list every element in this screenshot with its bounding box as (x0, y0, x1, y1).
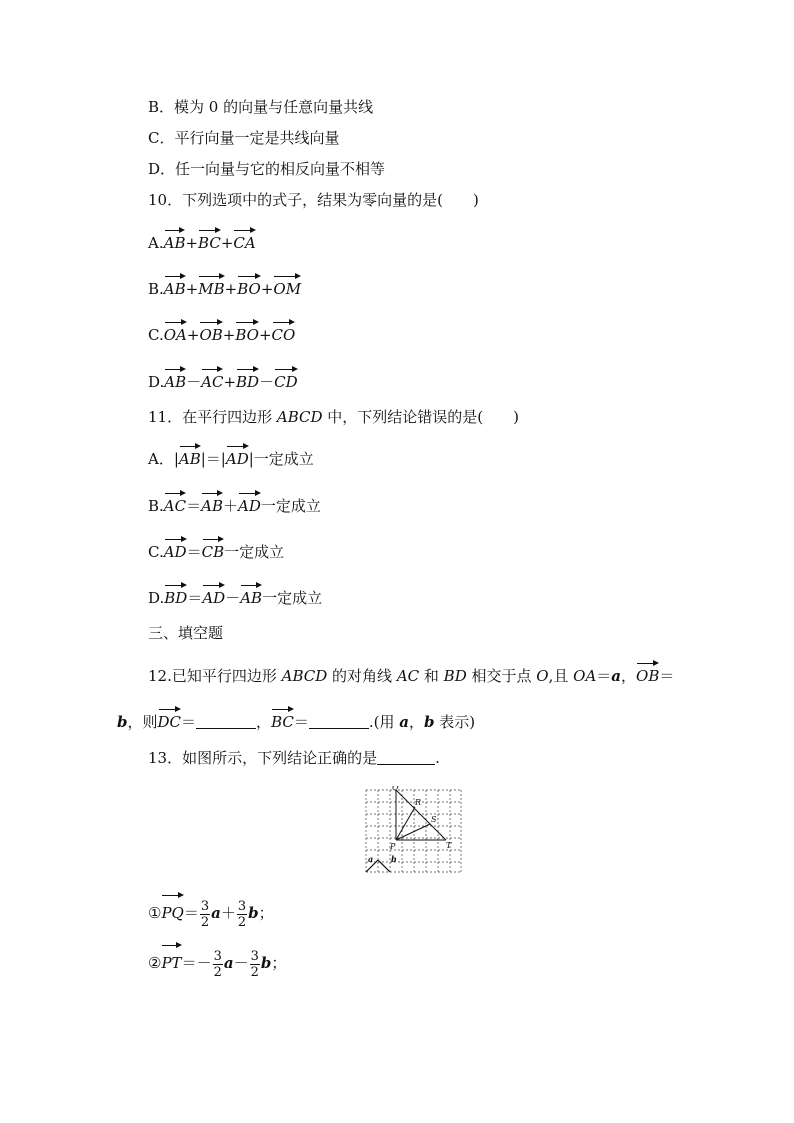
option-suffix: 一定成立 (260, 497, 321, 515)
vector-ad: AD (164, 536, 187, 562)
q12-text: 相交于点 (466, 667, 537, 685)
q10-option-a (148, 227, 256, 253)
q12-text: ， (621, 667, 637, 685)
operator: + (220, 234, 234, 252)
vector-ab: AB (240, 582, 262, 608)
label-t: T (446, 841, 452, 850)
grid-figure (364, 786, 464, 876)
q13-item-2 (148, 942, 286, 980)
punctuation: ； (271, 954, 287, 972)
vector-bo: BO (237, 273, 261, 299)
label-a: a (368, 854, 374, 864)
q13-item-1 (148, 892, 274, 930)
answer-blank[interactable] (377, 750, 435, 765)
q11-option-b (148, 490, 321, 516)
section-heading: 三、填空题 (148, 624, 224, 642)
label-p: P (390, 842, 396, 851)
option-suffix: 一定成立 (224, 543, 285, 561)
vector-ac: AC (164, 490, 186, 516)
q12-text: ，则 (127, 713, 158, 731)
vector-ad: AD (226, 443, 249, 469)
q11-option-d (148, 582, 322, 608)
label-q: Q (392, 786, 399, 792)
vector-b: b (260, 954, 272, 972)
operator: － (233, 954, 249, 972)
option-prefix: B. (148, 497, 164, 515)
answer-blank[interactable] (196, 714, 256, 729)
operator: + (258, 326, 272, 344)
vector-bo: BO (235, 319, 259, 345)
q10-stem: 10．下列选项中的式子，结果为零向量的是( ) (148, 191, 479, 209)
vector-co: CO (272, 319, 296, 345)
numerator: 3 (250, 948, 259, 964)
item-mark: ② (148, 954, 162, 972)
vector-mb: MB (198, 273, 224, 299)
q12-text: 和 (419, 667, 444, 685)
answer-blank[interactable] (309, 714, 369, 729)
q12-text: ＝ (293, 713, 309, 731)
label-b: b (391, 854, 397, 864)
option-b: B．模为 0 的向量与任意向量共线 (148, 98, 374, 116)
vector-b: b (424, 713, 435, 731)
q12-text: ,且 (548, 667, 574, 685)
operator: － (225, 589, 241, 607)
vector-om: OM (273, 273, 301, 299)
operator: |＝| (200, 450, 226, 468)
numerator: 3 (213, 948, 222, 964)
vector-a: a (211, 904, 221, 922)
operator: ＝ (187, 589, 203, 607)
vector-bd: BD (164, 582, 187, 608)
q12-text: .(用 (368, 713, 400, 731)
label-s: S (431, 815, 437, 824)
q11-option-c (148, 536, 284, 562)
q10-option-b (148, 273, 301, 299)
q12-variable: AC (396, 667, 420, 685)
q11-option-a (148, 443, 314, 469)
operator: ＝ (183, 904, 199, 922)
q12-variable: BD (443, 667, 467, 685)
vector-ac: AC (201, 366, 223, 392)
q12-text: ， (256, 713, 272, 731)
operator: － (186, 373, 202, 391)
operator: ＋ (220, 904, 236, 922)
vector-b: b (117, 713, 128, 731)
option-prefix: C. (148, 326, 164, 344)
option-prefix: C. (148, 543, 164, 561)
option-d: D．任一向量与它的相反向量不相等 (148, 160, 386, 178)
operator: ＝ (186, 543, 202, 561)
option-c: C．平行向量一定是共线向量 (148, 129, 340, 147)
q12-variable: ABCD (281, 667, 328, 685)
denominator: 2 (250, 964, 259, 980)
vector-bd: BD (236, 366, 259, 392)
label-r: R (415, 798, 422, 807)
operator: － (259, 373, 275, 391)
vector-ad: AD (202, 582, 225, 608)
vector-ca: CA (233, 227, 255, 253)
vector-a: a (399, 713, 409, 731)
grid-lines (366, 790, 461, 872)
vector-ad: AD (238, 490, 261, 516)
q12-text: ， (408, 713, 424, 731)
vector-dc: DC (158, 706, 182, 732)
stem-text: 中，下列结论错误的是( ) (322, 408, 519, 426)
numerator: 3 (237, 898, 247, 914)
operator: ＝－ (181, 954, 212, 972)
vector-oa: OA (164, 319, 187, 345)
fraction (237, 899, 247, 930)
denominator: 2 (200, 914, 210, 930)
vector-bc: BC (198, 227, 221, 253)
denominator: 2 (237, 914, 247, 930)
fraction (213, 949, 223, 980)
vector-cb: CB (202, 536, 225, 562)
q13-text: 13．如图所示，下列结论正确的是 (148, 749, 378, 767)
option-prefix: D. (148, 589, 165, 607)
q11-stem (148, 407, 519, 427)
operator: + (185, 234, 199, 252)
option-prefix: B. (148, 280, 164, 298)
q12-text: 表示) (434, 713, 476, 731)
q13-stem (148, 748, 440, 768)
stem-variable: ABCD (276, 408, 323, 426)
fraction (200, 899, 210, 930)
q12-text: 12.已知平行四边形 (148, 667, 282, 685)
operator: + (223, 373, 237, 391)
option-prefix: A．| (148, 450, 179, 468)
vector-b: b (248, 904, 259, 922)
operator: + (260, 280, 274, 298)
q12-variable: OA (573, 667, 597, 685)
operator: ＋ (222, 497, 238, 515)
vector-ab: AB (164, 227, 186, 253)
numerator: 3 (200, 898, 210, 914)
denominator: 2 (213, 964, 222, 980)
operator: + (222, 326, 236, 344)
vector-ab: AB (164, 273, 186, 299)
q12-text: 的对角线 (327, 667, 397, 685)
vector-pq: PQ (161, 892, 183, 928)
punctuation: ； (258, 904, 274, 922)
vector-ab: AB (164, 366, 186, 392)
vector-bc: BC (271, 706, 294, 732)
option-prefix: A. (148, 234, 164, 252)
q10-option-c (148, 319, 295, 345)
q13-text: . (435, 749, 440, 767)
q12-text: ＝ (659, 667, 675, 685)
operator: ＝ (186, 497, 202, 515)
operator: + (185, 280, 199, 298)
vector-ob: OB (636, 660, 659, 686)
q10-option-d (148, 366, 298, 392)
q12-text: ＝ (181, 713, 197, 731)
vector-ob: OB (199, 319, 222, 345)
vector-a: a (611, 667, 622, 685)
operator: + (224, 280, 238, 298)
stem-text: 11．在平行四边形 (148, 408, 277, 426)
vector-ab: AB (179, 443, 201, 469)
vector-ab: AB (201, 490, 223, 516)
q12-line1 (148, 660, 674, 686)
vector-pt: PT (161, 942, 181, 978)
fraction (250, 949, 260, 980)
option-suffix: 一定成立 (262, 589, 323, 607)
vector-cd: CD (274, 366, 298, 392)
q12-line2 (117, 706, 475, 732)
item-mark: ① (148, 904, 162, 922)
operator: + (186, 326, 200, 344)
option-prefix: D. (148, 373, 165, 391)
q12-text: ＝ (596, 667, 612, 685)
option-suffix: |一定成立 (248, 450, 314, 468)
vector-a: a (223, 954, 234, 972)
q12-variable: O (536, 667, 549, 685)
